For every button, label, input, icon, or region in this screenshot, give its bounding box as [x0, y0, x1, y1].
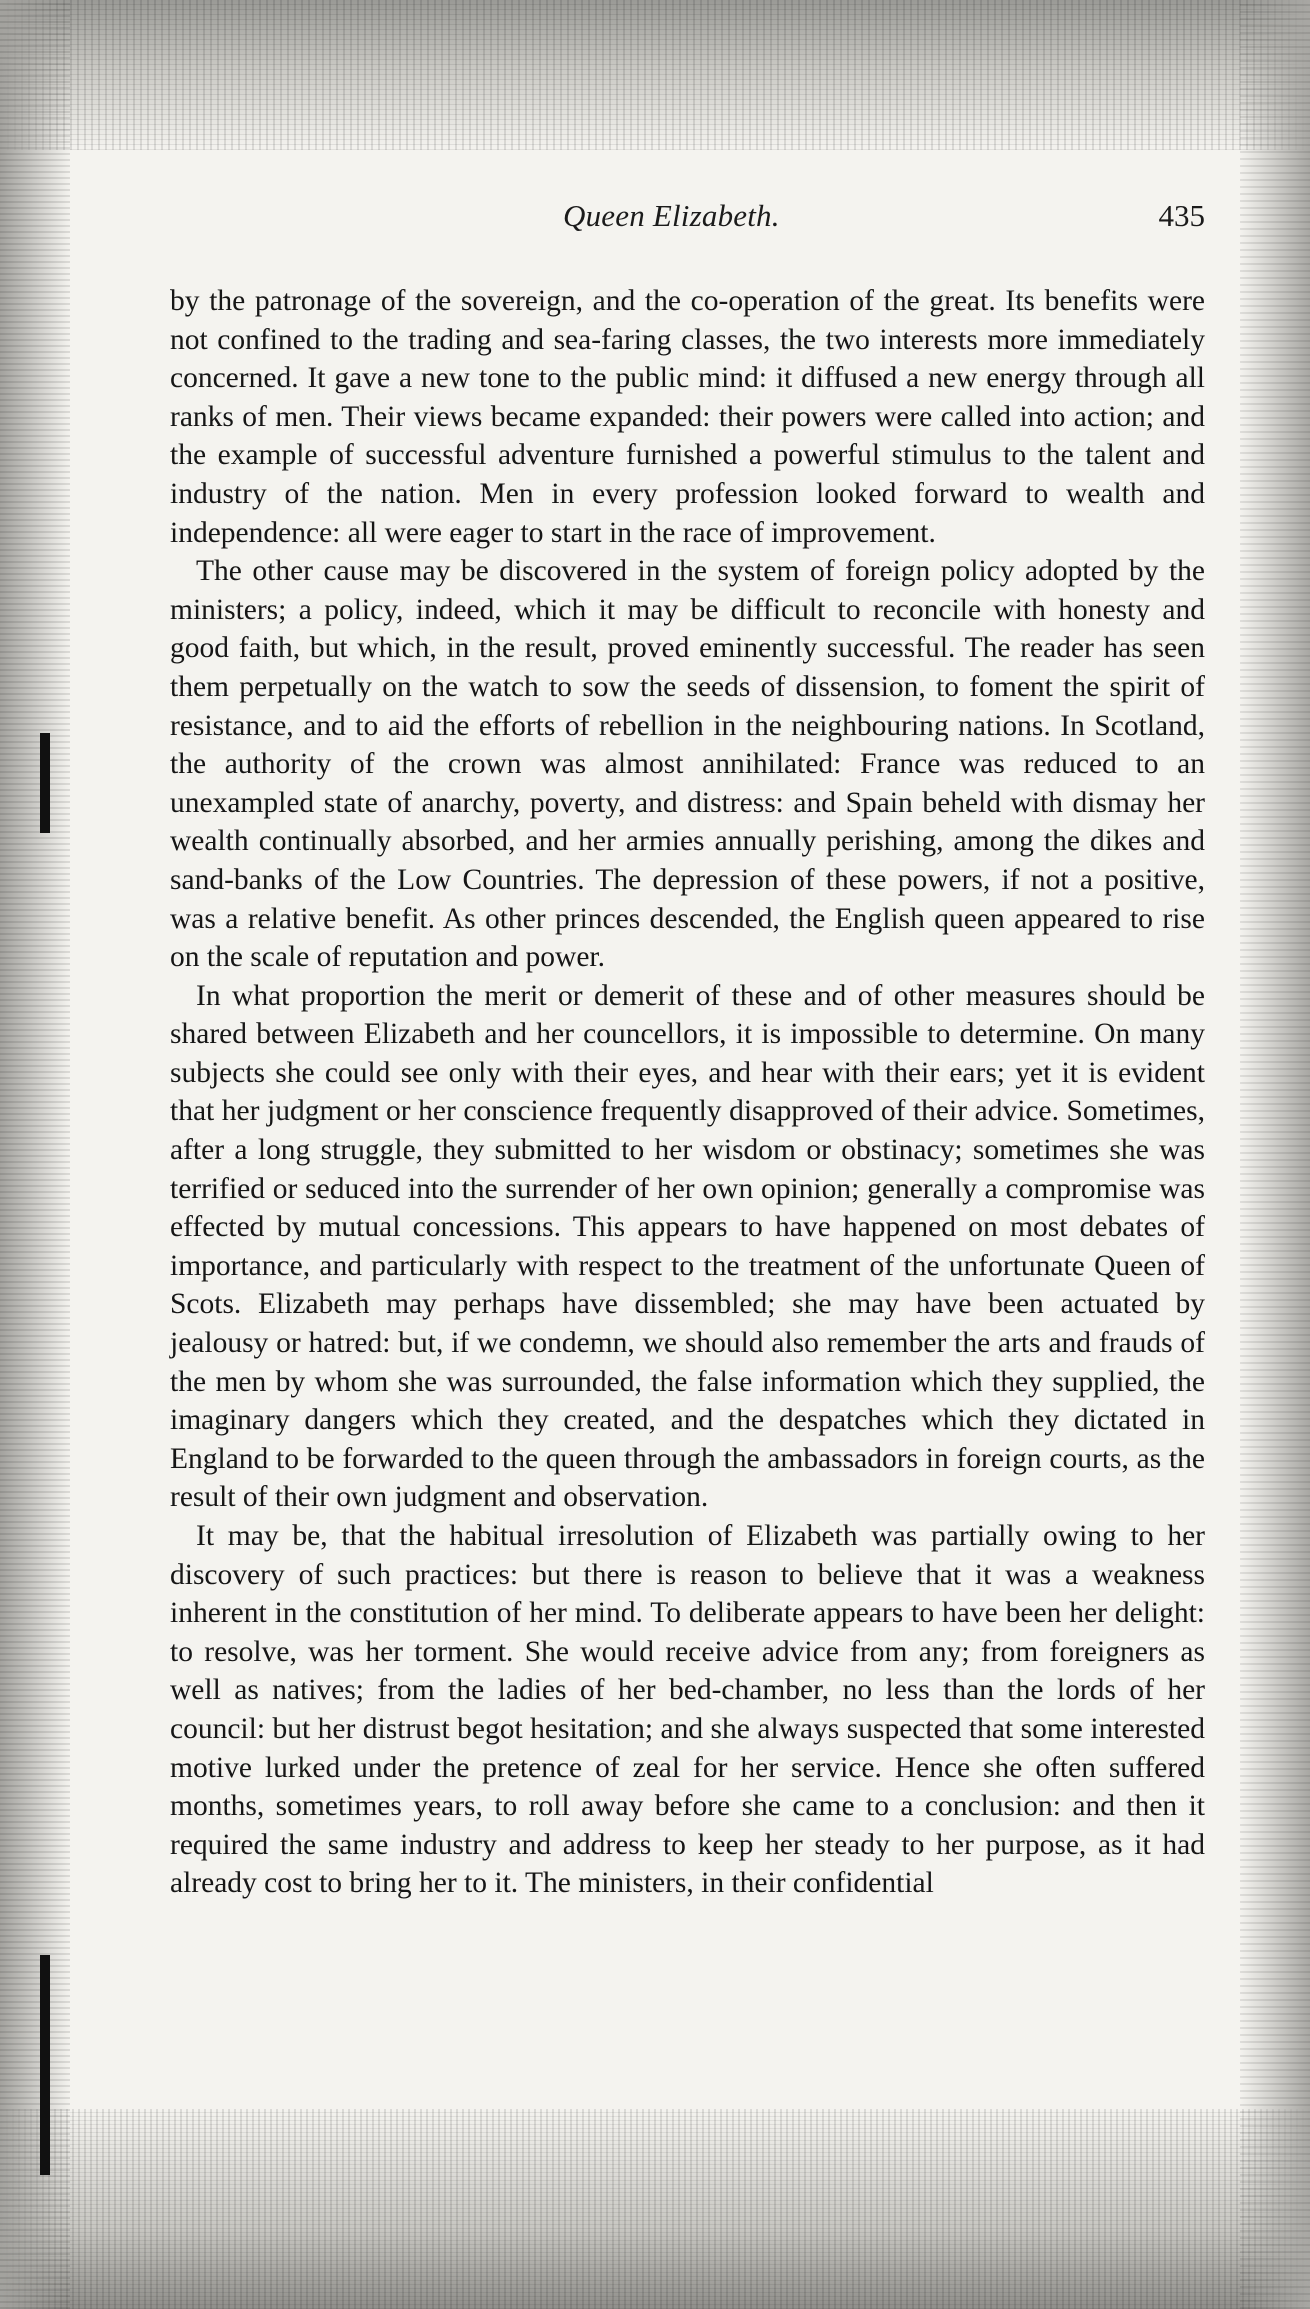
paragraph: The other cause may be discovered in the system of foreign policy adopted by the ministers; a policy, indeed, which it may be difficult to reconcile with honesty and good faith, but which, in the result, proved eminently successful. The reader has seen them perpetually on the watch to sow the seeds of dissension, to foment the spirit of resistance, and to aid the efforts of rebellion in the neighbouring nations. In Scotland, the authority of the crown was almost annihilated: France was reduced to an unexampled state of anarchy, poverty, and distress: and Spain beheld with dismay her wealth continually absorbed, and her armies annually perishing, among the dikes and sand-banks of the Low Countries. The depression of these powers, if not a positive, was a relative benefit. As other princes descended, the English queen appeared to rise on the scale of reputation and power. [170, 555, 1205, 974]
margin-mark [40, 733, 50, 833]
paragraph: In what proportion the merit or demerit of these and of other measures should be shared between Elizabeth and her councellors, it is impossible to determine. On many subjects she could see only with their eyes, and hear with their ears; yet it is evident that her judgment or her conscience frequently disapproved of their advice. Sometimes, after a long struggle, they submitted to her wisdom or obstinacy; sometimes she was terrified or seduced into the surrender of her own opinion; generally a compromise was effected by mutual concessions. This appears to have happened on most debates of importance, and particularly with respect to the treatment of the unfortunate Queen of Scots. Elizabeth may perhaps have dissembled; she may have been actuated by jealousy or hatred: but, if we condemn, we should also remember the arts and frauds of the men by whom she was surrounded, the false information which they supplied, the imaginary dangers which they created, and the despatches which they dictated in England to be forwarded to the queen through the ambassadors in foreign courts, as the result of their own judgment and observation. [170, 979, 1205, 1514]
margin-mark [40, 1955, 50, 2175]
page-number: 435 [1158, 198, 1205, 233]
paragraph: It may be, that the habitual irresolution of Elizabeth was partially owing to her discovery of such practices: but there is reason to believe that it was a weakness inherent in the constitution of her mind. To deliberate appears to have been her delight: to resolve, was her torment. She would receive advice from any; from foreigners as well as natives; from the ladies of her bed-chamber, no less than the lords of her council: but her distrust begot hesitation; and she always suspected that some interested motive lurked under the pretence of zeal for her service. Hence she often suffered months, sometimes years, to roll away before she came to a conclusion: and then it required the same industry and address to keep her steady to her purpose, as it had already cost to bring her to it. The ministers, in their confidential [170, 1520, 1205, 1900]
running-head: Queen Elizabeth. [563, 198, 780, 233]
body-text [170, 282, 1205, 1903]
page-header [170, 198, 1205, 234]
scan-edge-bottom [0, 2109, 1310, 2309]
scan-edge-right [1240, 0, 1310, 2309]
paragraph: by the patronage of the sovereign, and the co-operation of the great. Its benefits were not confined to the trading and sea-faring classes, the two interests more immediately concerned. It gave a new tone to the public mind: it diffused a new energy through all ranks of men. Their views became expanded: their powers were called into action; and the example of successful adventure furnished a powerful stimulus to the talent and industry of the nation. Men in every profession looked forward to wealth and independence: all were eager to start in the race of improvement. [170, 285, 1205, 549]
scan-edge-top [0, 0, 1310, 150]
scan-edge-left [0, 0, 70, 2309]
